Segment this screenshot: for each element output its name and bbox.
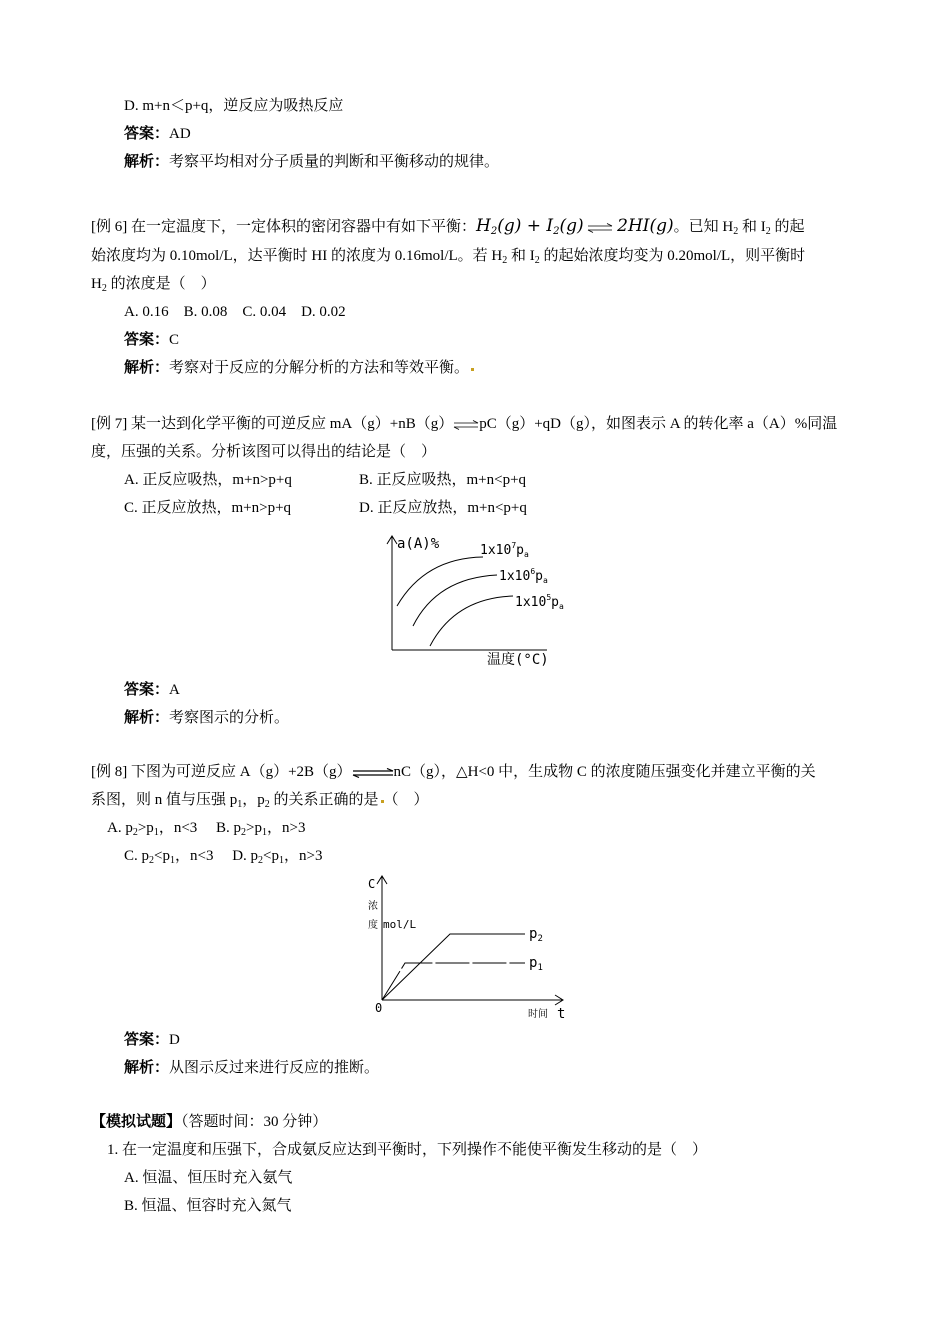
analysis-label: 解析： xyxy=(124,710,170,726)
curve-1e7-pa xyxy=(397,557,483,606)
analysis-label: 解析： xyxy=(124,154,170,170)
conversion-temperature-chart xyxy=(375,528,585,678)
ex7-option-d: D. 正反应放热，m+n<p+q xyxy=(359,500,527,516)
ex6-equation: $H_2(g) + I_2(g)$ xyxy=(476,216,584,237)
ex7-option-a: A. 正反应吸热，m+n>p+q xyxy=(124,472,292,488)
ex7-answer-line xyxy=(124,676,180,704)
concentration-time-chart xyxy=(365,870,575,1022)
dot-mark xyxy=(471,368,474,371)
ex6-line2: 始浓度均为 0.10mol/L，达平衡时 HI 的浓度为 0.16mol/L。若 $H_2$ 和 $I_2$ 的起始浓度均变为 0.20mol/L，则平衡时 xyxy=(91,248,806,266)
ex7-line1: [例 7] 某一达到化学平衡的可逆反应 mA（g）+nB（g） pC（g）+qD（g），如图表示 A 的转化率 a（A）%同温 xyxy=(91,416,838,432)
ex6-analysis-line xyxy=(124,354,474,382)
section-heading: 【模拟试题】 xyxy=(91,1114,182,1130)
equilibrium-arrow-icon xyxy=(453,420,479,430)
ex6-answer-line xyxy=(124,326,179,354)
curve-1e5-pa xyxy=(430,596,513,646)
ex8-options-ab: A. $p_2>p_1$，n<3 B. $p_2>p_1$，n>3 xyxy=(107,820,306,838)
analysis-line xyxy=(124,148,499,176)
answer-label: 答案： xyxy=(124,332,170,348)
ex6-line3: $H_2$ 的浓度是（ ） xyxy=(91,276,216,294)
curve-p1 xyxy=(382,963,525,1000)
label-1e6-pa: $1x10^6p_a$ xyxy=(499,567,548,585)
ex8-answer-line xyxy=(124,1026,180,1054)
answer-value: A xyxy=(169,682,180,698)
y-label-c: C xyxy=(368,877,376,891)
answer-value: AD xyxy=(169,126,191,142)
y-label-du: 度 xyxy=(368,920,378,931)
ex8-line2: 系图，则 n 值与压强 $p_1$，$p_2$ 的关系正确的是 （ ） xyxy=(91,792,429,810)
label-1e7-pa: $1x10^7p_a$ xyxy=(480,541,529,559)
x-axis-label: 温度(°C) xyxy=(487,652,549,668)
label-p2: $p_2$ xyxy=(529,926,543,944)
analysis-text: 考察图示的分析。 xyxy=(169,710,290,726)
equilibrium-arrow-icon xyxy=(587,223,613,233)
answer-label: 答案： xyxy=(124,1032,170,1048)
question-1-option-b: B. 恒温、恒容时充入氮气 xyxy=(124,1198,292,1214)
equilibrium-arrow-icon xyxy=(352,768,394,778)
answer-value: D xyxy=(169,1032,180,1048)
x-label-t: t xyxy=(557,1006,566,1022)
question-1-option-a: A. 恒温、恒压时充入氨气 xyxy=(124,1170,293,1186)
ex6-line1: [例 6] 在一定温度下，一定体积的密闭容器中有如下平衡：$H_2(g) + I_2(g)$ 2HI(g)。已知 $H_2$ 和 $I_2$ 的起 xyxy=(91,216,805,237)
origin-label: 0 xyxy=(375,1001,383,1015)
answer-label: 答案： xyxy=(124,682,170,698)
y-axis-label: a(A)% xyxy=(397,536,440,552)
analysis-text: 考察平均相对分子质量的判断和平衡移动的规律。 xyxy=(169,154,500,170)
ex8-options-cd: C. $p_2<p_1$，n<3 D. $p_2<p_1$，n>3 xyxy=(124,848,323,866)
mock-heading-line xyxy=(91,1108,327,1136)
analysis-label: 解析： xyxy=(124,1060,170,1076)
ex6-options: A. 0.16 B. 0.08 C. 0.04 D. 0.02 xyxy=(124,304,346,320)
ex7-option-b: B. 正反应吸热，m+n<p+q xyxy=(359,472,527,488)
option-d-text: D. m+n＜p+q，逆反应为吸热反应 xyxy=(124,98,344,114)
analysis-label: 解析： xyxy=(124,360,170,376)
time-note: （答题时间：30 分钟） xyxy=(181,1114,328,1130)
answer-value: C xyxy=(169,332,180,348)
y-label-unit: mol/L xyxy=(383,918,417,931)
analysis-text: 从图示反过来进行反应的推断。 xyxy=(169,1060,380,1076)
curve-p2 xyxy=(382,934,525,1000)
label-p1: $p_1$ xyxy=(529,955,543,973)
ex8-analysis-line xyxy=(124,1054,379,1082)
x-label-time: 时间 xyxy=(528,1009,548,1020)
question-1: 1. 在一定温度和压强下，合成氨反应达到平衡时，下列操作不能使平衡发生移动的是（ ） xyxy=(107,1142,708,1158)
ex7-analysis-line xyxy=(124,704,289,732)
ex6-prefix: [例 6] 在一定温度下，一定体积的密闭容器中有如下平衡： xyxy=(91,219,476,235)
ex6-eq-product: 2HI(g) xyxy=(617,216,674,236)
ex8-line1: [例 8] 下图为可逆反应 A（g）+2B（g） nC（g），△H<0 中，生成物 C 的浓度随压强变化并建立平衡的关 xyxy=(91,764,816,780)
answer-line xyxy=(124,120,191,148)
label-1e5-pa: $1x10^5p_a$ xyxy=(515,593,564,611)
answer-label: 答案： xyxy=(124,126,170,142)
ex7-line2: 度，压强的关系。分析该图可以得出的结论是（ ） xyxy=(91,444,437,460)
analysis-text: 考察对于反应的分解分析的方法和等效平衡。 xyxy=(169,360,470,376)
y-label-nong: 浓 xyxy=(368,901,378,912)
ex7-option-c: C. 正反应放热，m+n>p+q xyxy=(124,500,292,516)
